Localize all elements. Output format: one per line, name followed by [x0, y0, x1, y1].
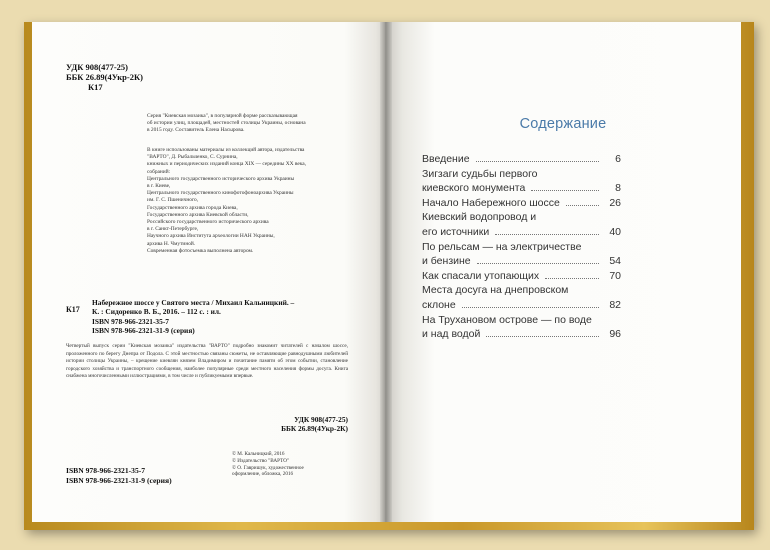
- toc-entry[interactable]: Начало Набережного шоссе 26: [422, 196, 621, 209]
- isbn-block: ISBN 978-966-2321-35-7 ISBN 978-966-2321-31-9 (серия): [66, 466, 172, 485]
- toc-entry[interactable]: Введение 6: [422, 153, 621, 165]
- toc-entry-cont[interactable]: склоне 82: [422, 298, 621, 311]
- book-abstract: Четвертый выпуск серии "Киевская мозаика" издательства "ВАРТО" подробно знакомит читателей с началом шоссе, проложенного по берегу Днепра от Подола. С этой местностью связаны сюжеты, не оставляющие равнодушными любителей истории столицы Украины, – крещение киевлян князем Владимиром и почитание памяти об этом событии, становление городского хозяйства и транспортного сообщения, наиболее популярные среди местного населения формы досуга. Книга снабжена многочисленными иллюстрациями, в том числе и публикуемыми впервые.: [66, 343, 348, 380]
- copyright-block: © М. Кальницкий, 2016 © Издательство "ВАРТО" © О. Гавришук, художественное оформление, обложка, 2016: [232, 451, 304, 478]
- contents-title: Содержание: [519, 116, 607, 132]
- toc-page-number: 70: [609, 269, 621, 282]
- udk-block: [66, 62, 143, 92]
- toc-page-number: 40: [609, 225, 621, 238]
- toc-page-number: 82: [609, 298, 621, 311]
- toc-entry[interactable]: Киевский водопровод и: [422, 211, 537, 224]
- toc-page-number: 96: [609, 328, 621, 341]
- toc-entry[interactable]: Зигзаги судьбы первого: [422, 167, 538, 180]
- author-mark: К17: [88, 82, 103, 92]
- sources-note: В книге использованы материалы из коллекций автора, издательства "ВАРТО", Д. Рыбальченко, С. Сурнина, книжных и периодических изданий конца XIX — середины XX века, собраний: Центрального государственного исторического архива Украины в г. Киеве, Центрального государственного кинофотофоноархива Украины им. Г. С. Пшеничного, Государственного архива города Киева, Государственного архива Киевской области, Российского государственного исторического архива в г. Санкт-Петербурге, Научного архива Института археологии НАН Украины, архива Н. Чмутиной. Современная фотосъемка выполнена автором.: [147, 147, 307, 254]
- toc-page-number: 8: [615, 182, 621, 195]
- toc-page-number: 6: [615, 153, 621, 165]
- book-spine: [380, 22, 392, 522]
- udk-bottom: УДК 908(477-25) ББК 26.89(4Укр-2К): [281, 415, 348, 434]
- toc-page-number: 26: [609, 196, 621, 209]
- author-mark-side: К17: [66, 305, 80, 314]
- toc-entry[interactable]: На Трухановом острове — по воде: [422, 313, 592, 326]
- toc-entry[interactable]: Места досуга на днепровском: [422, 284, 569, 297]
- bbk-code: ББК 26.89(4Укр-2К): [66, 72, 143, 82]
- toc-entry[interactable]: Как спасали утопающих 70: [422, 269, 621, 282]
- table-of-contents: [422, 152, 621, 342]
- series-note: Серия "Киевская мозаика", в популярной форме рассказывающая об истории улиц, площадей, местностей столицы Украины, основана в 2015 году. Составитель Елена Насырова.: [147, 113, 306, 134]
- udk-code: УДК 908(477-25): [66, 62, 129, 72]
- toc-entry-cont[interactable]: киевского монумента 8: [422, 182, 621, 195]
- toc-page-number: 54: [609, 255, 621, 268]
- left-page: [32, 22, 387, 522]
- bibliographic-record: Набережное шоссе у Святого места / Михаил Кальницкий. – К. : Сидоренко В. Б., 2016. – 112 с. : ил. ISBN 978-966-2321-35-7 ISBN 978-966-2321-31-9 (серия): [92, 298, 295, 336]
- toc-entry[interactable]: По рельсам — на электричестве: [422, 240, 582, 253]
- toc-entry-cont[interactable]: и бензине 54: [422, 255, 621, 268]
- toc-entry-cont[interactable]: его источники 40: [422, 225, 621, 238]
- toc-entry-cont[interactable]: и над водой 96: [422, 328, 621, 341]
